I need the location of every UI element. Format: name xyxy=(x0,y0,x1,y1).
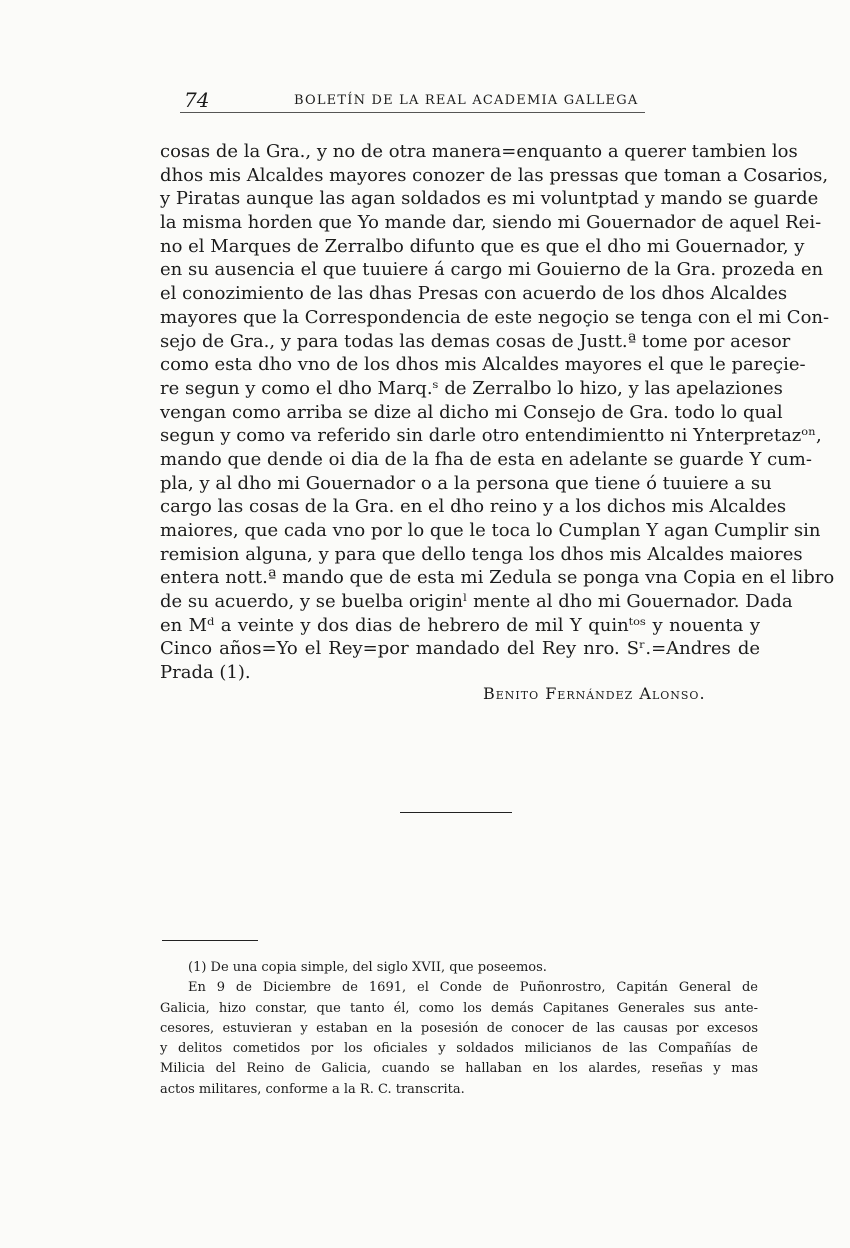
footnote-line: Galicia, hizo constar, que tanto él, como los demás Capitanes Generales sus ante- xyxy=(160,1000,758,1016)
footnotes xyxy=(160,958,758,1100)
body-line: mando que dende oi dia de la fha de esta en adelante se guarde Y cum- xyxy=(160,448,812,470)
body-line: remision alguna, y para que dello tenga los dhos mis Alcaldes maiores xyxy=(160,543,803,565)
body-line: Prada (1). xyxy=(160,662,251,684)
body-line: Cinco años=Yo el Rey=por mandado del Rey nro. Sʳ.=Andres de xyxy=(160,638,760,660)
body-line: mayores que la Correspondencia de este negoçio se tenga con el mi Con- xyxy=(160,306,830,328)
body-line: re segun y como el dho Marq.ˢ de Zerralbo lo hizo, y las apelaziones xyxy=(160,377,783,399)
body-line: dhos mis Alcaldes mayores conozer de las pressas que toman a Cosarios, xyxy=(160,164,829,186)
body-text xyxy=(160,140,835,685)
body-line: la misma horden que Yo mande dar, siendo mi Gouernador de aquel Rei- xyxy=(160,212,822,234)
footnote-line: Milicia del Reino de Galicia, cuando se hallaban en los alardes, reseñas y mas xyxy=(160,1061,758,1077)
body-line: y Piratas aunque las agan soldados es mi voluntptad y mando se guarde xyxy=(160,188,819,210)
section-divider xyxy=(400,812,512,813)
footnote-line: En 9 de Diciembre de 1691, el Conde de Puñonrostro, Capitán General de xyxy=(188,980,758,996)
footnote-line: (1) De una copia simple, del siglo XVII, que poseemos. xyxy=(188,960,547,975)
running-title: BOLETÍN DE LA REAL ACADEMIA GALLEGA xyxy=(294,93,639,108)
body-line: el conozimiento de las dhas Presas con acuerdo de los dhos Alcaldes xyxy=(160,283,788,305)
body-line: cargo las cosas de la Gra. en el dho reino y a los dichos mis Alcaldes xyxy=(160,496,787,518)
body-line: en Mᵈ a veinte y dos dias de hebrero de mil Y quinᵗᵒˢ y nouenta y xyxy=(160,614,760,636)
body-line: en su ausencia el que tuuiere á cargo mi Gouierno de la Gra. prozeda en xyxy=(160,259,824,281)
body-line: sejo de Gra., y para todas las demas cosas de Justt.ª tome por acesor xyxy=(160,330,791,352)
body-line: como esta dho vno de los dhos mis Alcaldes mayores el que le pareçie- xyxy=(160,354,806,376)
footnote-line: actos militares, conforme a la R. C. transcrita. xyxy=(160,1081,465,1097)
footnote-line: cesores, estuvieran y estaban en la posesión de conocer de las causas por excesos xyxy=(160,1020,758,1036)
page-number: 74 xyxy=(184,88,210,112)
author-signature: Benito Fernández Alonso. xyxy=(483,684,706,703)
body-line: segun y como va referido sin darle otro entendimientto ni Ynterpretazᵒⁿ, xyxy=(160,425,822,447)
body-line: pla, y al dho mi Gouernador o a la persona que tiene ó tuuiere a su xyxy=(160,472,772,494)
footnote-line: y delitos cometidos por los oficiales y soldados milicianos de las Compañías de xyxy=(160,1041,758,1057)
body-line: entera nott.ª mando que de esta mi Zedula se ponga vna Copia en el libro xyxy=(160,567,835,589)
body-line: maiores, que cada vno por lo que le toca lo Cumplan Y agan Cumplir sin xyxy=(160,520,821,541)
body-line: vengan como arriba se dize al dicho mi Consejo de Gra. todo lo qual xyxy=(160,401,783,423)
body-line: de su acuerdo, y se buelba originˡ mente al dho mi Gouernador. Dada xyxy=(160,591,793,613)
body-line: no el Marques de Zerralbo difunto que es que el dho mi Gouernador, y xyxy=(160,235,805,257)
footnote-divider xyxy=(162,940,258,941)
body-line: cosas de la Gra., y no de otra manera=enquanto a querer tambien los xyxy=(160,141,798,162)
running-header xyxy=(180,88,645,113)
